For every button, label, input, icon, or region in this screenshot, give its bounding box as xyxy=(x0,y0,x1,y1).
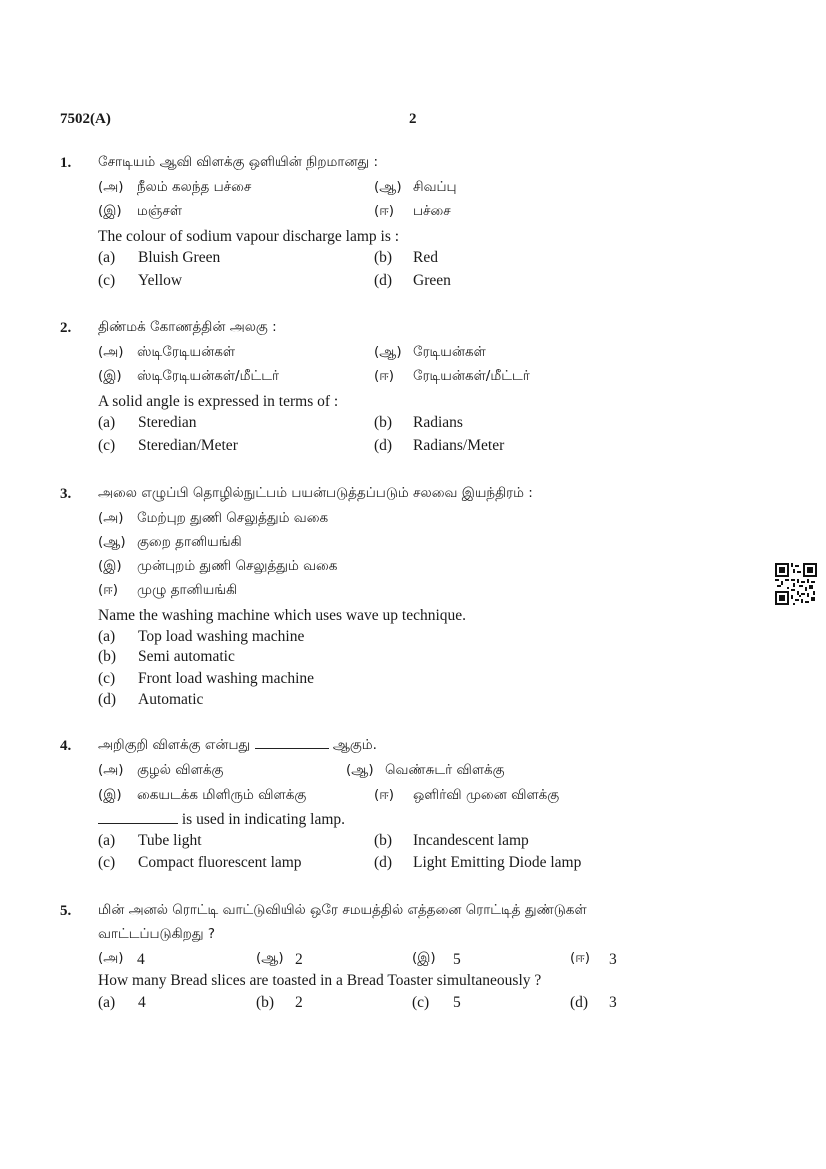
option-text: Yellow xyxy=(138,272,183,289)
option-label: (d) xyxy=(374,854,393,871)
option-text: Bluish Green xyxy=(138,249,221,266)
option-label-tamil: (இ) xyxy=(98,203,122,219)
option-text-tamil: குழல் விளக்கு xyxy=(137,762,224,778)
option-label: (b) xyxy=(374,832,393,849)
question-number: 3. xyxy=(60,486,72,502)
option-text-tamil: குறை தானியங்கி xyxy=(137,534,242,550)
option-text-tamil: ரேடியன்கள்/மீட்டர் xyxy=(413,368,530,384)
option-label-tamil: (ஈ) xyxy=(98,582,119,598)
option-label-tamil: (அ) xyxy=(98,179,124,195)
question-text-tamil: சோடியம் ஆவி விளக்கு ஒளியின் நிறமானது : xyxy=(98,154,379,170)
question-number: 1. xyxy=(60,155,72,171)
option-text: Front load washing machine xyxy=(138,670,315,687)
option-label: (a) xyxy=(98,994,116,1011)
question-text-tamil-line1: மின் அனல் ரொட்டி வாட்டுவியில் ஒரே சமயத்தில் எத்தனை ரொட்டித் துண்டுகள் xyxy=(98,902,587,918)
paper-code: 7502(A) xyxy=(60,111,111,127)
option-text-tamil: ஸ்டிரேடியன்கள்/மீட்டர் xyxy=(137,368,280,384)
option-label: (a) xyxy=(98,249,116,266)
option-text: Radians xyxy=(413,414,463,431)
question-text-tamil: திண்மக் கோணத்தின் அலகு : xyxy=(98,319,277,335)
option-label: (d) xyxy=(98,691,117,708)
question-text-tamil-post: ஆகும். xyxy=(332,737,377,753)
option-label: (c) xyxy=(98,272,116,289)
option-text: 2 xyxy=(295,994,303,1011)
option-text: 5 xyxy=(453,994,461,1011)
qr-code-icon xyxy=(775,563,817,605)
option-label-tamil: (ஈ) xyxy=(374,203,395,219)
answer-blank xyxy=(98,823,178,824)
option-text: Light Emitting Diode lamp xyxy=(413,854,582,871)
option-text: Steredian xyxy=(138,414,197,431)
option-label: (a) xyxy=(98,628,116,645)
option-label: (c) xyxy=(98,854,116,871)
option-text: Semi automatic xyxy=(138,648,235,665)
option-text: Top load washing machine xyxy=(138,628,305,645)
option-text: Automatic xyxy=(138,691,204,708)
question-text-tamil xyxy=(98,739,377,753)
option-label-tamil: (அ) xyxy=(98,344,124,360)
option-text: Tube light xyxy=(138,832,202,849)
option-label: (c) xyxy=(98,437,116,454)
question-text-tamil-pre: அறிகுறி விளக்கு என்பது xyxy=(98,737,251,753)
question-text-english: How many Bread slices are toasted in a Bread Toaster simultaneously ? xyxy=(98,972,542,989)
question-number: 2. xyxy=(60,320,72,336)
question-text-english: Name the washing machine which uses wave up technique. xyxy=(98,607,467,624)
option-label-tamil: (அ) xyxy=(98,762,124,778)
option-label-tamil: (ஈ) xyxy=(570,950,591,966)
option-text-tamil: பச்சை xyxy=(413,203,451,219)
option-label-tamil: (இ) xyxy=(98,787,122,803)
option-text-tamil: மேற்புற துணி செலுத்தும் வகை xyxy=(137,510,329,526)
answer-blank xyxy=(255,748,329,749)
option-text-tamil: 5 xyxy=(453,951,461,968)
option-label: (d) xyxy=(374,437,393,454)
option-label-tamil: (ஈ) xyxy=(374,368,395,384)
question-number: 4. xyxy=(60,738,72,754)
option-label: (b) xyxy=(374,249,393,266)
option-label-tamil: (ஆ) xyxy=(256,950,284,966)
option-label: (a) xyxy=(98,832,116,849)
option-label: (d) xyxy=(570,994,589,1011)
option-text: Green xyxy=(413,272,451,289)
option-label: (b) xyxy=(256,994,275,1011)
option-label-tamil: (ஆ) xyxy=(346,762,374,778)
option-text: Steredian/Meter xyxy=(138,437,238,454)
question-text-english: A solid angle is expressed in terms of : xyxy=(98,393,339,410)
option-label-tamil: (இ) xyxy=(98,368,122,384)
question-text-english-post: is used in indicating lamp. xyxy=(181,811,346,828)
option-text: 4 xyxy=(138,994,146,1011)
option-text-tamil: சிவப்பு xyxy=(413,179,457,195)
question-text-english xyxy=(98,812,345,828)
option-text-tamil: ரேடியன்கள் xyxy=(413,344,486,360)
option-text: 3 xyxy=(609,994,617,1011)
option-text: Incandescent lamp xyxy=(413,832,529,849)
question-number: 5. xyxy=(60,903,72,919)
option-label: (d) xyxy=(374,272,393,289)
question-text-tamil: அலை எழுப்பி தொழில்நுட்பம் பயன்படுத்தப்படும் சலவை இயந்திரம் : xyxy=(98,485,533,501)
option-label-tamil: (ஆ) xyxy=(374,179,402,195)
option-label-tamil: (அ) xyxy=(98,950,124,966)
option-text: Red xyxy=(413,249,438,266)
option-text-tamil: ஸ்டிரேடியன்கள் xyxy=(137,344,236,360)
option-label: (c) xyxy=(98,670,116,687)
option-text-tamil: முழு தானியங்கி xyxy=(137,582,238,598)
option-text-tamil: கையடக்க மிளிரும் விளக்கு xyxy=(137,787,307,803)
question-text-tamil-line2: வாட்டப்படுகிறது ? xyxy=(98,926,216,942)
option-text-tamil: முன்புறம் துணி செலுத்தும் வகை xyxy=(137,558,338,574)
question-text-english: The colour of sodium vapour discharge lamp is : xyxy=(98,228,400,245)
option-text-tamil: ஒளிர்வி முனை விளக்கு xyxy=(413,787,560,803)
option-label-tamil: (ஆ) xyxy=(98,534,126,550)
option-text-tamil: வெண்சுடர் விளக்கு xyxy=(385,762,505,778)
option-text-tamil: மஞ்சள் xyxy=(137,203,183,219)
option-label-tamil: (அ) xyxy=(98,510,124,526)
option-label-tamil: (இ) xyxy=(98,558,122,574)
option-label: (b) xyxy=(374,414,393,431)
option-text: Compact fluorescent lamp xyxy=(138,854,302,871)
option-label-tamil: (இ) xyxy=(412,950,436,966)
option-label: (b) xyxy=(98,648,117,665)
option-label-tamil: (ஆ) xyxy=(374,344,402,360)
option-label: (c) xyxy=(412,994,430,1011)
option-label-tamil: (ஈ) xyxy=(374,787,395,803)
page-number: 2 xyxy=(409,111,417,127)
option-text-tamil: 3 xyxy=(609,951,617,968)
option-text-tamil: நீலம் கலந்த பச்சை xyxy=(137,179,252,195)
option-text-tamil: 2 xyxy=(295,951,303,968)
option-text-tamil: 4 xyxy=(137,951,145,968)
option-text: Radians/Meter xyxy=(413,437,505,454)
option-label: (a) xyxy=(98,414,116,431)
